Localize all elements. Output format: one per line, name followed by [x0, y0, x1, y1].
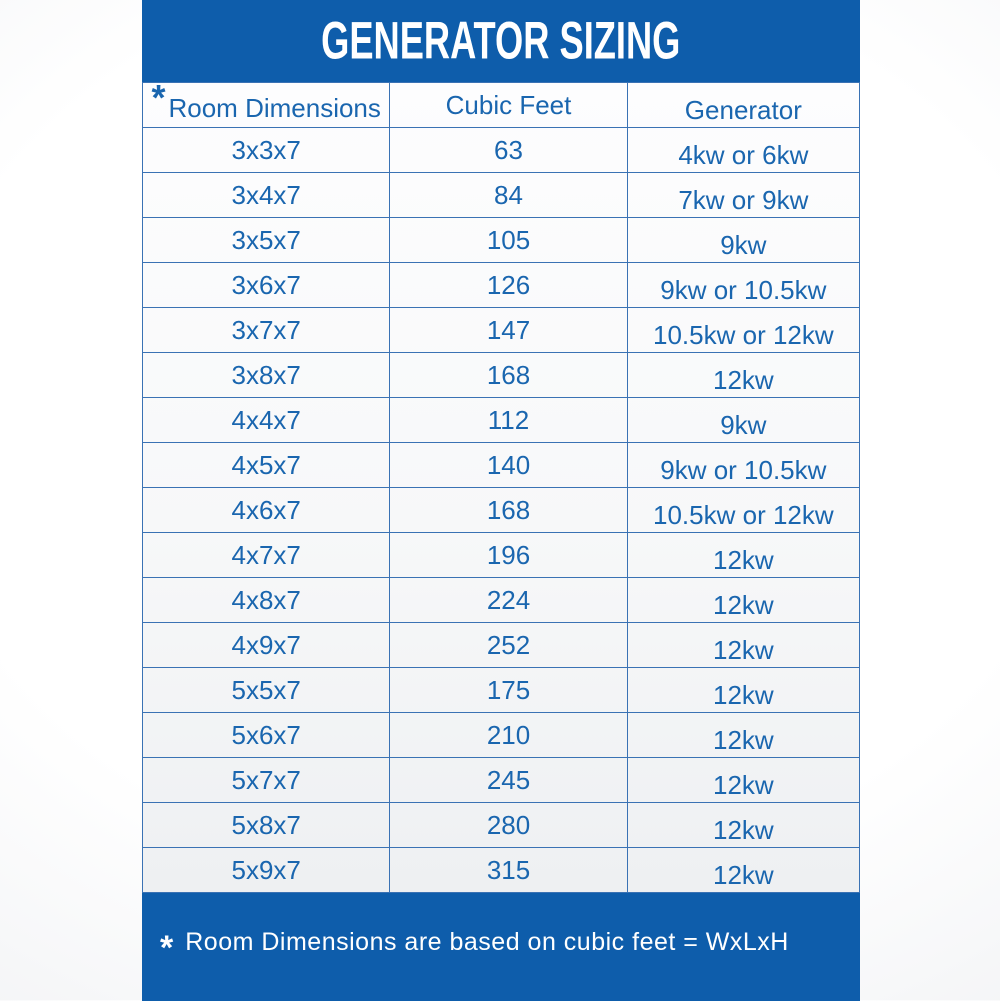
- footnote-asterisk: *: [160, 928, 174, 967]
- room-dimensions-cell: 5x5x7: [143, 668, 390, 713]
- table-row: [143, 803, 860, 848]
- cubic-feet-cell: 168: [390, 353, 627, 398]
- column-header-cubic-feet: Cubic Feet: [390, 83, 627, 128]
- generator-cell: 9kw or 10.5kw: [627, 263, 859, 308]
- cubic-feet-cell: 196: [390, 533, 627, 578]
- room-dimensions-cell: 3x6x7: [143, 263, 390, 308]
- cubic-feet-cell: 210: [390, 713, 627, 758]
- sizing-table: [142, 77, 860, 893]
- room-dimensions-cell: 5x9x7: [143, 848, 390, 893]
- room-dimensions-cell: 3x7x7: [143, 308, 390, 353]
- column-header-generator: Generator: [627, 83, 859, 128]
- room-dimensions-cell: 3x8x7: [143, 353, 390, 398]
- table-row: [143, 488, 860, 533]
- table-body: [143, 128, 860, 893]
- generator-cell: 12kw: [627, 623, 859, 668]
- room-dimensions-cell: 3x4x7: [143, 173, 390, 218]
- generator-cell: 9kw: [627, 398, 859, 443]
- cubic-feet-cell: 280: [390, 803, 627, 848]
- table-row: [143, 758, 860, 803]
- room-dimensions-cell: 5x8x7: [143, 803, 390, 848]
- room-dimensions-cell: 4x7x7: [143, 533, 390, 578]
- generator-cell: 12kw: [627, 848, 859, 893]
- generator-cell: 9kw: [627, 218, 859, 263]
- sizing-table-container: [142, 77, 860, 893]
- table-row: [143, 623, 860, 668]
- table-header-row: [143, 83, 860, 128]
- table-row: [143, 263, 860, 308]
- cubic-feet-cell: 175: [390, 668, 627, 713]
- generator-cell: 7kw or 9kw: [627, 173, 859, 218]
- generator-cell: 12kw: [627, 668, 859, 713]
- cubic-feet-cell: 224: [390, 578, 627, 623]
- footnote-banner: [142, 893, 860, 1001]
- table-row: [143, 578, 860, 623]
- generator-cell: 4kw or 6kw: [627, 128, 859, 173]
- cubic-feet-cell: 140: [390, 443, 627, 488]
- generator-cell: 10.5kw or 12kw: [627, 488, 859, 533]
- cubic-feet-cell: 147: [390, 308, 627, 353]
- room-dimensions-cell: 5x6x7: [143, 713, 390, 758]
- cubic-feet-cell: 315: [390, 848, 627, 893]
- table-row: [143, 443, 860, 488]
- room-dimensions-cell: 4x5x7: [143, 443, 390, 488]
- title-banner: [142, 0, 860, 82]
- table-row: [143, 533, 860, 578]
- cubic-feet-cell: 245: [390, 758, 627, 803]
- cubic-feet-cell: 126: [390, 263, 627, 308]
- page-title: GENERATOR SIZING: [321, 11, 681, 71]
- room-dimensions-cell: 3x5x7: [143, 218, 390, 263]
- table-row: [143, 173, 860, 218]
- generator-cell: 12kw: [627, 803, 859, 848]
- generator-cell: 12kw: [627, 758, 859, 803]
- generator-sizing-panel: [142, 0, 860, 1000]
- table-row: [143, 668, 860, 713]
- room-dimensions-cell: 4x6x7: [143, 488, 390, 533]
- column-header-room-dimensions: [143, 77, 390, 128]
- cubic-feet-cell: 168: [390, 488, 627, 533]
- table-row: [143, 848, 860, 893]
- table-row: [143, 308, 860, 353]
- generator-cell: 12kw: [627, 353, 859, 398]
- table-row: [143, 128, 860, 173]
- table-row: [143, 218, 860, 263]
- cubic-feet-cell: 63: [390, 128, 627, 173]
- column-header-label: Room Dimensions: [168, 93, 381, 123]
- generator-cell: 9kw or 10.5kw: [627, 443, 859, 488]
- cubic-feet-cell: 112: [390, 398, 627, 443]
- generator-cell: 12kw: [627, 578, 859, 623]
- table-row: [143, 353, 860, 398]
- table-row: [143, 398, 860, 443]
- room-dimensions-cell: 4x8x7: [143, 578, 390, 623]
- asterisk-marker: *: [151, 77, 166, 118]
- cubic-feet-cell: 105: [390, 218, 627, 263]
- room-dimensions-cell: 5x7x7: [143, 758, 390, 803]
- generator-cell: 12kw: [627, 713, 859, 758]
- table-row: [143, 713, 860, 758]
- room-dimensions-cell: 4x9x7: [143, 623, 390, 668]
- generator-cell: 12kw: [627, 533, 859, 578]
- cubic-feet-cell: 252: [390, 623, 627, 668]
- cubic-feet-cell: 84: [390, 173, 627, 218]
- generator-cell: 10.5kw or 12kw: [627, 308, 859, 353]
- room-dimensions-cell: 3x3x7: [143, 128, 390, 173]
- footnote-text: Room Dimensions are based on cubic feet = WxLxH: [185, 927, 789, 956]
- room-dimensions-cell: 4x4x7: [143, 398, 390, 443]
